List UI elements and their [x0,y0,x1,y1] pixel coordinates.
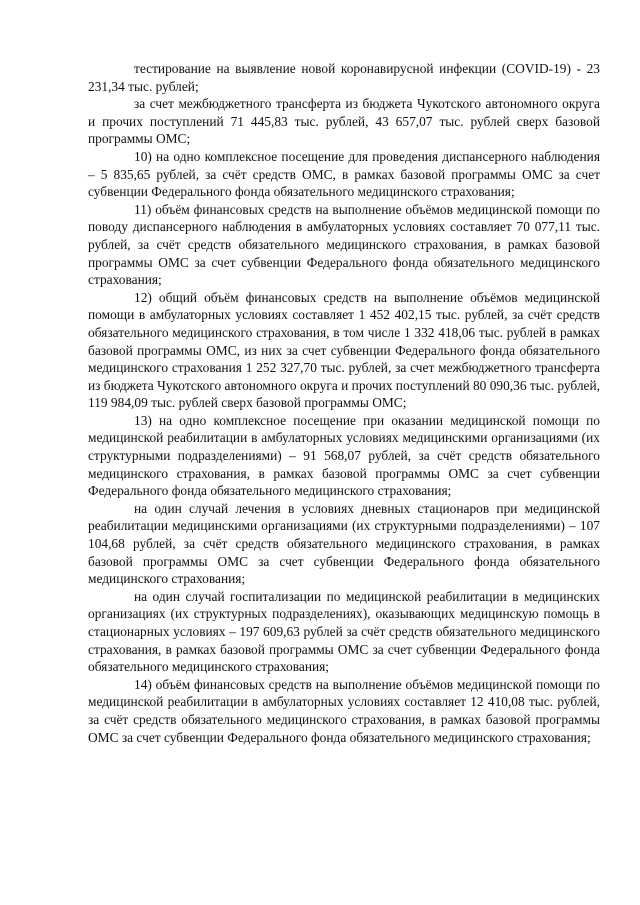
paragraph-item-13: 13) на одно комплексное посещение при оказании медицинской помощи по медицинской реабилитации в амбулаторных условиях медицинскими организациями (их структурными подразделениями) – 91 568,07 рублей, за счёт средств обязательного медицинского страхования, в рамках базовой программы ОМС за счет субвенции Федерального фонда обязательного медицинского страхования; [88,412,600,499]
paragraph-interbudget-transfer: за счет межбюджетного трансферта из бюджета Чукотского автономного округа и прочих поступлений 71 445,83 тыс. рублей, 43 657,07 тыс. рублей сверх базовой программы ОМС; [88,96,600,147]
paragraph-item-11: 11) объём финансовых средств на выполнение объёмов медицинской помощи по поводу диспансерного наблюдения в амбулаторных условиях составляет 70 077,11 тыс. рублей, за счёт средств обязательного медицинского страхования, в рамках базовой программы ОМС за счет субвенции Федерального фонда обязательного медицинского страхования; [88,201,600,288]
paragraph-hospitalization-rehab: на один случай госпитализации по медицинской реабилитации в медицинских организациях (их структурных подразделениях), оказывающих медицинскую помощь в стационарных условиях – 197 609,63 рублей за счёт средств обязательного медицинского страхования, в рамках базовой программы ОМС за счет субвенции Федерального фонда обязательного медицинского страхования; [88,588,600,675]
document-body [88,60,600,746]
paragraph-item-14: 14) объём финансовых средств на выполнение объёмов медицинской помощи по медицинской реабилитации в амбулаторных условиях составляет 12 410,08 тыс. рублей, за счёт средств обязательного медицинского страхования, в рамках базовой программы ОМС за счет субвенции Федерального фонда обязательного медицинского страхования; [88,676,600,745]
paragraph-day-hospital-rehab: на один случай лечения в условиях дневных стационаров при медицинской реабилитации медицинскими организациями (их структурными подразделениями) – 107 104,68 рублей, за счёт средств обязательного медицинского страхования, в рамках базовой программы ОМС за счет субвенции Федерального фонда обязательного медицинского страхования; [88,500,600,587]
paragraph-covid-testing: тестирование на выявление новой коронавирусной инфекции (COVID-19) - 23 231,34 тыс. рублей; [88,61,600,94]
paragraph-item-10: 10) на одно комплексное посещение для проведения диспансерного наблюдения – 5 835,65 рублей, за счёт средств ОМС, в рамках базовой программы ОМС за счет субвенции Федерального фонда обязательного медицинского страхования; [88,148,600,200]
paragraph-item-12: 12) общий объём финансовых средств на выполнение объёмов медицинской помощи в амбулаторных условиях составляет 1 452 402,15 тыс. рублей, за счёт средств обязательного медицинского страхования, в том числе 1 332 418,06 тыс. рублей в рамках базовой программы ОМС, из них за счет субвенции Федерального фонда обязательного медицинского страхования 1 252 327,70 тыс. рублей, за счет межбюджетного трансферта из бюджета Чукотского автономного округа и прочих поступлений 80 090,36 тыс. рублей, 119 984,09 тыс. рублей сверх базовой программы ОМС; [88,289,601,411]
